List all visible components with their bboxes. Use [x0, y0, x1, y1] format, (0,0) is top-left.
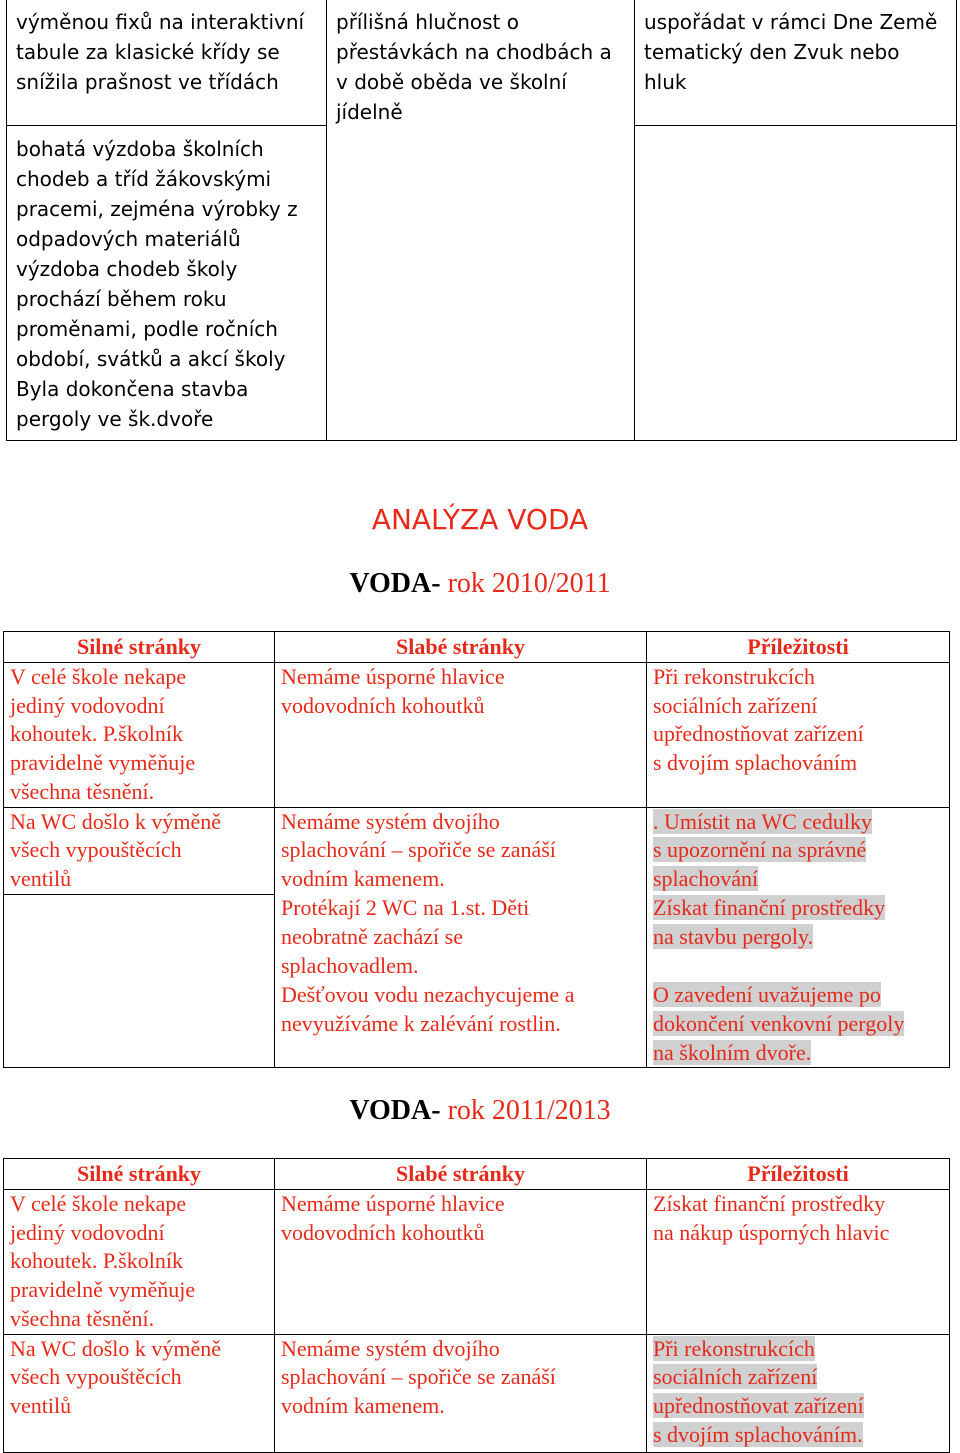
cell-opportunity [647, 1190, 950, 1335]
cell-text: Získat finanční prostředky na nákup úsporných hlavic [653, 1191, 890, 1245]
cell-weakness [275, 1334, 647, 1452]
cell-text-highlighted: Při rekonstrukcích sociálních zařízení upřednostňovat zařízení s dvojím splachováním. [653, 1335, 864, 1447]
cell-weakness [275, 1190, 647, 1335]
cell-weakness [275, 981, 647, 1068]
swot-table-2010 [3, 631, 950, 1068]
cell-opportunity [647, 807, 950, 894]
cell-text: V celé škole nekape jediný vodovodní kohoutek. P.školník pravidelně vyměňuje všechna těsnění. [10, 664, 196, 804]
section-heading-2011 [0, 1095, 960, 1127]
cell-text: Na WC došlo k výměně všech vypouštěcích ventilů [10, 808, 222, 891]
top-cell-opportunities-2 [635, 126, 957, 441]
cell-text: Protékají 2 WC na 1.st. Děti neobratně zachází se splachovadlem. [281, 895, 530, 978]
cell-weakness [275, 807, 647, 894]
top-cell-strengths-2 [7, 126, 327, 441]
section-heading-prefix: VODA- [349, 1095, 448, 1126]
cell-opportunity [647, 1334, 950, 1452]
cell-strength [4, 1334, 275, 1452]
cell-weakness [275, 663, 647, 808]
cell-opportunity [647, 894, 950, 981]
section-heading-year: rok 2010/2011 [447, 568, 611, 599]
cell-text-highlighted: Získat finanční prostředky na stavbu pergoly. [653, 895, 886, 949]
section-heading-year: rok 2011/2013 [447, 1095, 611, 1126]
top-cell-text: výměnou fixů na interaktivní tabule za klasické křídy se snížila prašnost ve třídách [16, 10, 305, 94]
cell-text: Dešťovou vodu nezachycujeme a nevyužíváme k zalévání rostlin. [281, 982, 575, 1036]
header-opportunities: Příležitosti [647, 632, 950, 663]
top-cell-weaknesses [327, 0, 635, 441]
top-cell-text: uspořádat v rámci Dne Země tematický den Zvuk nebo hluk [644, 10, 938, 94]
cell-text: Nemáme úsporné hlavice vodovodních kohoutků [281, 1191, 505, 1245]
cell-strength [4, 663, 275, 808]
cell-text: Nemáme úsporné hlavice vodovodních kohoutků [281, 664, 505, 718]
header-strengths: Silné stránky [4, 1159, 275, 1190]
top-cell-strengths-1 [7, 0, 327, 126]
header-weaknesses: Slabé stránky [275, 632, 647, 663]
cell-strength-empty [4, 894, 275, 981]
cell-strength [4, 1190, 275, 1335]
analysis-title: ANALÝZA VODA [371, 503, 589, 536]
cell-opportunity [647, 981, 950, 1068]
top-cell-opportunities-1 [635, 0, 957, 126]
header-strengths: Silné stránky [4, 632, 275, 663]
cell-strength-empty [4, 981, 275, 1068]
cell-text: Na WC došlo k výměně všech vypouštěcích ventilů [10, 1335, 222, 1418]
section-heading-2010 [0, 568, 960, 600]
cell-weakness [275, 894, 647, 981]
cell-text-highlighted: O zavedení uvažujeme po dokončení venkovní pergoly na školním dvoře. [653, 982, 905, 1065]
cell-text-highlighted: . Umístit na WC cedulky s upozornění na správné splachování [653, 808, 872, 891]
cell-opportunity [647, 663, 950, 808]
cell-text: Nemáme systém dvojího splachování – spořiče se zanáší vodním kamenem. [281, 1335, 556, 1418]
swot-table-2011 [3, 1158, 950, 1453]
top-table [6, 0, 957, 441]
cell-strength [4, 807, 275, 894]
header-opportunities: Příležitosti [647, 1159, 950, 1190]
cell-text: Při rekonstrukcích sociálních zařízení upřednostňovat zařízení s dvojím splachováním [653, 664, 864, 776]
top-cell-text: bohatá výzdoba školních chodeb a tříd žákovskými pracemi, zejména výrobky z odpadových materiálů výzdoba chodeb školy prochází během roku proměnami, podle ročních období, svátků a akcí školy Byla dokončena stavba pergoly ve šk.dvoře [16, 137, 298, 431]
top-cell-text: přílišná hlučnost o přestávkách na chodbách a v době oběda ve školní jídelně [336, 10, 612, 124]
cell-text: V celé škole nekape jediný vodovodní kohoutek. P.školník pravidelně vyměňuje všechna těsnění. [10, 1191, 196, 1331]
section-heading-prefix: VODA- [349, 568, 448, 599]
cell-text: Nemáme systém dvojího splachování – spořiče se zanáší vodním kamenem. [281, 808, 556, 891]
header-weaknesses: Slabé stránky [275, 1159, 647, 1190]
